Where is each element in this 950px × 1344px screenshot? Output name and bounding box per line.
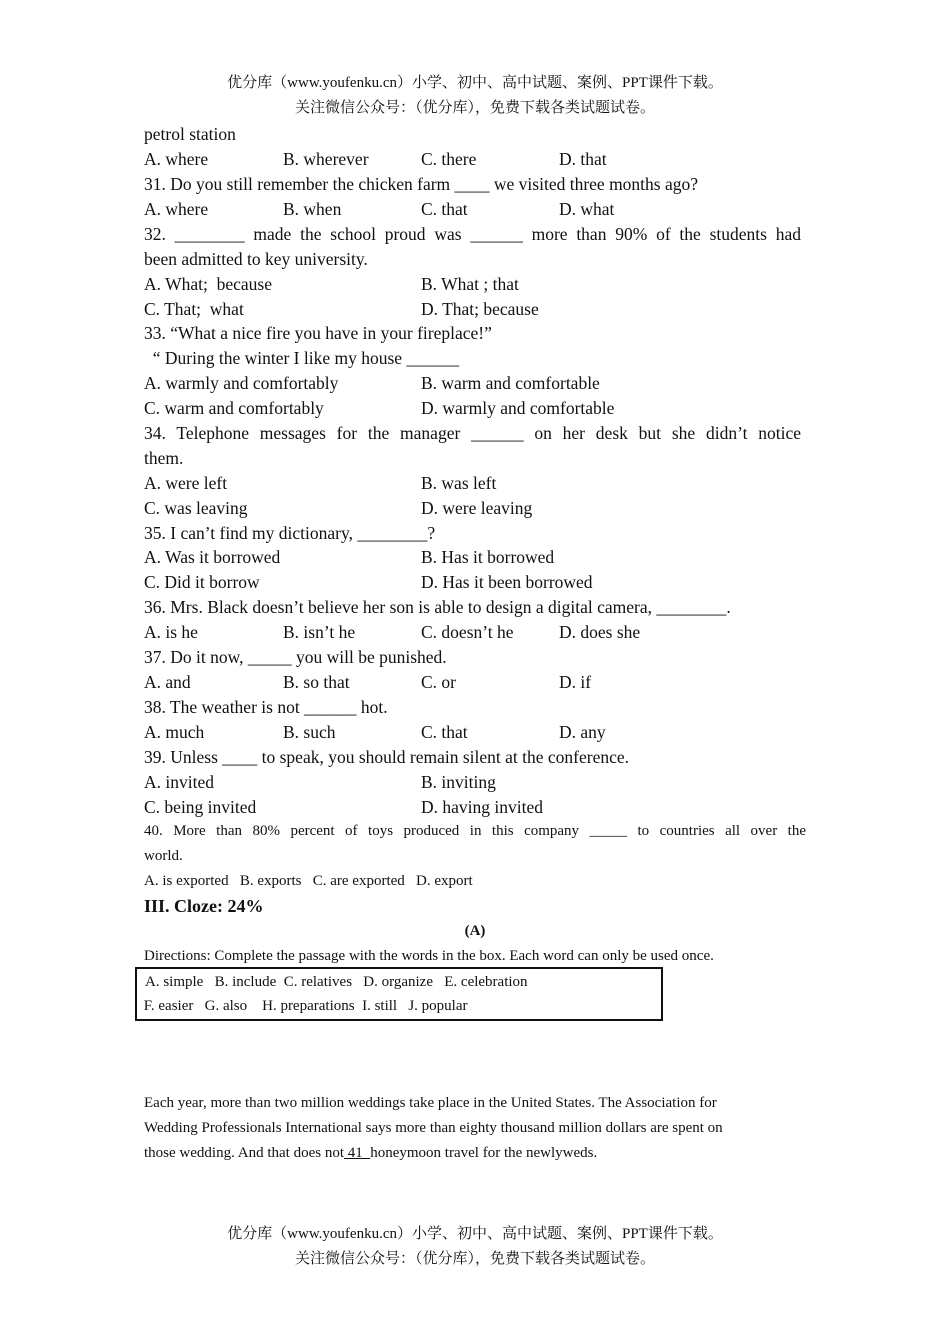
header-line-2: 关注微信公众号：（优分库），免费下载各类试题试卷。	[294, 100, 655, 116]
header-line-1: 优分库（www.youfenku.cn）小学、初中、高中试题、案例、PPT课件下载。	[227, 75, 723, 91]
q30-option-a: A. where	[144, 149, 209, 169]
q33-stem-line-1: 33. “What a nice fire you have in your fireplace!”	[144, 323, 492, 343]
q30-option-d: D. that	[559, 149, 607, 169]
q39-option-a: A. invited	[144, 772, 214, 792]
footer-line-1: 优分库（www.youfenku.cn）小学、初中、高中试题、案例、PPT课件下载。	[227, 1226, 723, 1242]
q39-option-b: B. inviting	[421, 772, 496, 792]
q40-stem-line-2: world.	[144, 848, 183, 864]
section-title: III. Cloze: 24%	[144, 896, 264, 916]
blank-41: 41	[343, 1145, 371, 1161]
q36-option-c: C. doesn’t he	[421, 622, 514, 642]
q38-option-d: D. any	[559, 722, 606, 742]
q39-option-c: C. being invited	[144, 797, 257, 817]
q32-option-c: C. That; what	[144, 299, 244, 319]
q31-options	[144, 197, 844, 221]
passage-line-3-end: honeymoon travel for the newlyweds.	[370, 1145, 598, 1161]
word-box	[135, 967, 663, 1021]
q33-option-d: D. warmly and comfortable	[421, 398, 615, 418]
q32-stem-line-2: been admitted to key university.	[144, 249, 368, 269]
q31-option-d: D. what	[559, 199, 615, 219]
q33-option-c: C. warm and comfortably	[144, 398, 324, 418]
q36-stem: 36. Mrs. Black doesn’t believe her son is able to design a digital camera, ________.	[144, 597, 731, 617]
q37-option-d: D. if	[559, 672, 592, 692]
q30-option-c: C. there	[421, 149, 477, 169]
q36-option-d: D. does she	[559, 622, 641, 642]
q34-options-row-1	[144, 471, 844, 495]
q35-option-d: D. Has it been borrowed	[421, 572, 593, 592]
q32-stem-line-1: 32. ________ made the school proud was ______ more than 90% of the students had	[144, 224, 801, 244]
q36-option-b: B. isn’t he	[283, 622, 356, 642]
q38-option-c: C. that	[421, 722, 468, 742]
q38-option-a: A. much	[144, 722, 205, 742]
q39-options-row-2	[144, 795, 844, 819]
q32-option-d: D. That; because	[421, 299, 539, 319]
q34-stem-line-2: them.	[144, 448, 184, 468]
q38-option-b: B. such	[283, 722, 336, 742]
q33-option-a: A. warmly and comfortably	[144, 373, 339, 393]
q30-options	[144, 147, 844, 171]
word-box-line-2: F. easier G. also H. preparations I. still J. popular	[140, 998, 468, 1014]
q37-option-c: C. or	[421, 672, 456, 692]
q31-stem: 31. Do you still remember the chicken farm ____ we visited three months ago?	[144, 174, 699, 194]
passage-line-2: Wedding Professionals International says more than eighty thousand million dollars are spent on	[144, 1120, 723, 1136]
passage-line-3	[144, 1141, 597, 1165]
q35-option-b: B. Has it borrowed	[421, 547, 555, 567]
q38-stem: 38. The weather is not ______ hot.	[144, 697, 388, 717]
q35-option-a: A. Was it borrowed	[144, 547, 281, 567]
q37-option-b: B. so that	[283, 672, 350, 692]
q39-stem: 39. Unless ____ to speak, you should remain silent at the conference.	[144, 747, 630, 767]
q34-option-c: C. was leaving	[144, 498, 248, 518]
q34-option-b: B. was left	[421, 473, 497, 493]
q33-option-b: B. warm and comfortable	[421, 373, 600, 393]
passage-line-1: Each year, more than two million weddings take place in the United States. The Association for	[144, 1095, 717, 1111]
word-box-line-1: A. simple B. include C. relatives D. organize E. celebration	[145, 974, 528, 990]
q33-stem-line-2: “ During the winter I like my house ______	[144, 348, 459, 368]
q34-options-row-2	[144, 496, 844, 520]
q32-option-b: B. What ; that	[421, 274, 519, 294]
q33-options-row-1	[144, 371, 844, 395]
q35-stem: 35. I can’t find my dictionary, ________?	[144, 523, 436, 543]
q34-stem-line-1: 34. Telephone messages for the manager ______ on her desk but she didn’t notice	[144, 423, 801, 443]
q33-options-row-2	[144, 396, 844, 420]
q36-option-a: A. is he	[144, 622, 198, 642]
q31-option-a: A. where	[144, 199, 209, 219]
q35-options-row-1	[144, 545, 844, 569]
q37-stem: 37. Do it now, _____ you will be punished.	[144, 647, 447, 667]
q35-option-c: C. Did it borrow	[144, 572, 260, 592]
q37-option-a: A. and	[144, 672, 191, 692]
q31-option-b: B. when	[283, 199, 342, 219]
q32-option-a: A. What; because	[144, 274, 272, 294]
passage-line-3-start: those wedding. And that does not	[144, 1145, 344, 1161]
q30-continuation: petrol station	[144, 124, 236, 144]
q36-options	[144, 620, 844, 644]
directions: Directions: Complete the passage with the words in the box. Each word can only be used once.	[144, 948, 714, 964]
q39-options-row-1	[144, 770, 844, 794]
q32-options-row-1	[144, 272, 844, 296]
q34-option-a: A. were left	[144, 473, 228, 493]
q38-options	[144, 720, 844, 744]
q40-stem-line-1: 40. More than 80% percent of toys produced in this company _____ to countries all over the	[144, 823, 806, 839]
q39-option-d: D. having invited	[421, 797, 543, 817]
q37-options	[144, 670, 844, 694]
q35-options-row-2	[144, 570, 844, 594]
q31-option-c: C. that	[421, 199, 468, 219]
q40-options: A. is exported B. exports C. are exported D. export	[144, 873, 473, 889]
q30-option-b: B. wherever	[283, 149, 369, 169]
q32-options-row-2	[144, 297, 844, 321]
q34-option-d: D. were leaving	[421, 498, 533, 518]
footer-line-2: 关注微信公众号：（优分库），免费下载各类试题试卷。	[294, 1251, 655, 1267]
part-label: (A)	[464, 923, 486, 939]
